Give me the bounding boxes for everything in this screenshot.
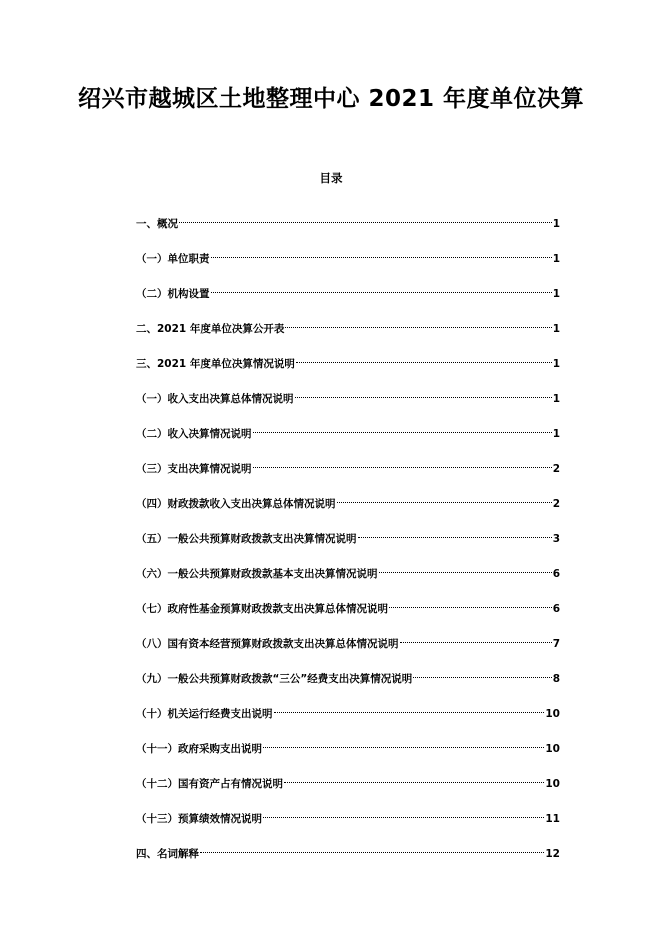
dot-leader bbox=[200, 841, 544, 857]
toc-entry-label: （十一）政府采购支出说明 bbox=[136, 743, 262, 755]
dot-leader bbox=[295, 386, 552, 402]
toc-heading: 目录 bbox=[319, 171, 343, 185]
dot-leader bbox=[358, 526, 552, 542]
toc-entry-label: （十三）预算绩效情况说明 bbox=[136, 813, 262, 825]
toc-entry-expenditure[interactable] bbox=[136, 456, 560, 475]
toc-entry-state-capital[interactable] bbox=[136, 631, 560, 650]
toc-entry-label: （九）一般公共预算财政拨款“三公”经费支出决算情况说明 bbox=[136, 673, 413, 685]
toc-entry-label: （六）一般公共预算财政拨款基本支出决算情况说明 bbox=[136, 568, 378, 580]
dot-leader bbox=[263, 806, 544, 822]
toc-entry-page: 6 bbox=[552, 603, 560, 615]
toc-entry-income-expenditure-overall[interactable] bbox=[136, 386, 560, 405]
toc-entry-label: （七）政府性基金预算财政拨款支出决算总体情况说明 bbox=[136, 603, 388, 615]
toc-entry-label: 四、名词解释 bbox=[136, 848, 199, 860]
toc-entry-label: 二、2021 年度单位决算公开表 bbox=[136, 323, 285, 335]
dot-leader bbox=[379, 561, 552, 577]
toc-entry-page: 1 bbox=[552, 323, 560, 335]
dot-leader bbox=[400, 631, 552, 647]
toc-entry-page: 1 bbox=[552, 218, 560, 230]
toc-entry-state-assets[interactable] bbox=[136, 771, 560, 790]
toc-entry-page: 10 bbox=[545, 778, 560, 790]
toc-entry-page: 1 bbox=[552, 393, 560, 405]
toc-entry-label: （一）收入支出决算总体情况说明 bbox=[136, 393, 294, 405]
toc-entry-procurement[interactable] bbox=[136, 736, 560, 755]
toc-entry-label: 一、概况 bbox=[136, 218, 178, 230]
dot-leader bbox=[263, 736, 544, 752]
toc-entry-label: （十）机关运行经费支出说明 bbox=[136, 708, 273, 720]
dot-leader bbox=[274, 701, 545, 717]
toc-entry-label: （二）机构设置 bbox=[136, 288, 210, 300]
dot-leader bbox=[296, 351, 552, 367]
toc-entry-overview[interactable] bbox=[136, 211, 560, 230]
dot-leader bbox=[389, 596, 552, 612]
dot-leader bbox=[211, 281, 552, 297]
toc-entry-situation-notes[interactable] bbox=[136, 351, 560, 370]
toc-entry-page: 6 bbox=[552, 568, 560, 580]
toc-entry-page: 2 bbox=[552, 463, 560, 475]
toc-entry-page: 1 bbox=[552, 358, 560, 370]
toc-entry-general-budget-expenditure[interactable] bbox=[136, 526, 560, 545]
toc-entry-general-budget-basic[interactable] bbox=[136, 561, 560, 580]
toc-entry-label: （四）财政拨款收入支出决算总体情况说明 bbox=[136, 498, 336, 510]
toc-entry-label: 三、2021 年度单位决算情况说明 bbox=[136, 358, 295, 370]
toc-entry-page: 10 bbox=[545, 743, 560, 755]
toc-entry-page: 8 bbox=[552, 673, 560, 685]
dot-leader bbox=[413, 666, 551, 682]
toc-entry-page: 1 bbox=[552, 288, 560, 300]
dot-leader bbox=[337, 491, 552, 507]
toc-entry-three-public-expenses[interactable] bbox=[136, 666, 560, 685]
toc-entry-glossary[interactable] bbox=[136, 841, 560, 860]
toc-entry-public-tables[interactable] bbox=[136, 316, 560, 335]
toc-entry-page: 11 bbox=[545, 813, 560, 825]
toc-entry-income[interactable] bbox=[136, 421, 560, 440]
toc-entry-page: 1 bbox=[552, 428, 560, 440]
dot-leader bbox=[253, 421, 552, 437]
document-title: 绍兴市越城区土地整理中心 2021 年度单位决算 bbox=[77, 86, 585, 112]
dot-leader bbox=[211, 246, 552, 262]
toc-entry-fiscal-appropriation[interactable] bbox=[136, 491, 560, 510]
toc-entry-label: （八）国有资本经营预算财政拨款支出决算总体情况说明 bbox=[136, 638, 399, 650]
toc-entry-page: 10 bbox=[545, 708, 560, 720]
toc-entry-label: （二）收入决算情况说明 bbox=[136, 428, 252, 440]
toc-entry-page: 3 bbox=[552, 533, 560, 545]
toc-entry-unit-duties[interactable] bbox=[136, 246, 560, 265]
toc-entry-government-fund[interactable] bbox=[136, 596, 560, 615]
dot-leader bbox=[179, 211, 552, 227]
toc-entry-label: （一）单位职责 bbox=[136, 253, 210, 265]
toc-entry-page: 2 bbox=[552, 498, 560, 510]
toc-entry-operating-expenses[interactable] bbox=[136, 701, 560, 720]
toc-entry-page: 7 bbox=[552, 638, 560, 650]
dot-leader bbox=[253, 456, 552, 472]
toc-entry-page: 1 bbox=[552, 253, 560, 265]
toc-entry-performance[interactable] bbox=[136, 806, 560, 825]
toc-entry-label: （三）支出决算情况说明 bbox=[136, 463, 252, 475]
dot-leader bbox=[285, 316, 551, 332]
toc-entry-page: 12 bbox=[545, 848, 560, 860]
dot-leader bbox=[284, 771, 544, 787]
toc-entry-label: （五）一般公共预算财政拨款支出决算情况说明 bbox=[136, 533, 357, 545]
toc-entry-label: （十二）国有资产占有情况说明 bbox=[136, 778, 283, 790]
toc-entry-organization[interactable] bbox=[136, 281, 560, 300]
